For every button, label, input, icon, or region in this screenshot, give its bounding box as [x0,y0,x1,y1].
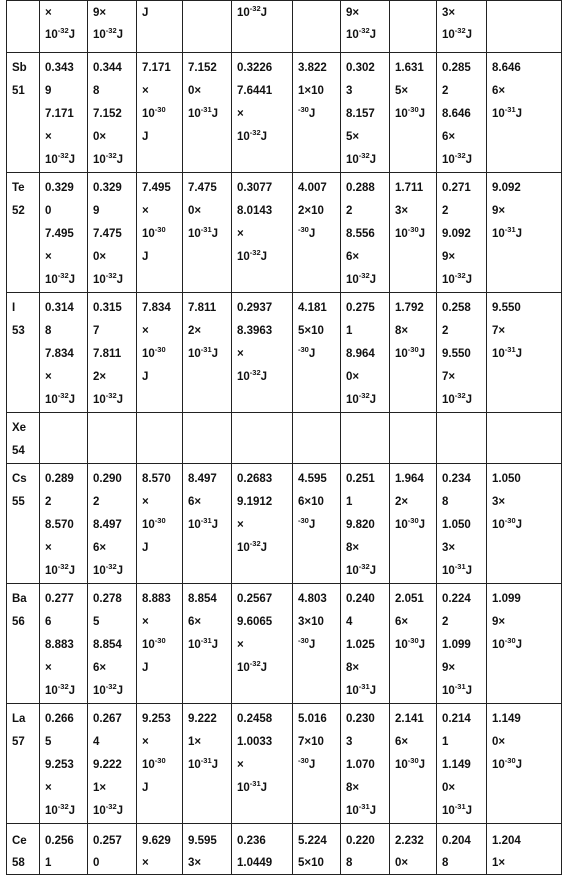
table-cell: 0.251 1 9.820 8× $10^{-32}J$ [341,464,390,584]
table-cell: 0.344 8 7.152 0× $10^{-32}J$ [88,53,137,173]
table-cell: 8.497 6× $10^{-31}J$ [183,464,232,584]
exponent: -32 [249,248,261,257]
exponent: -30 [504,756,516,765]
table-cell: 9.550 7× $10^{-31}J$ [487,293,562,413]
exponent: -30 [298,225,309,234]
table-cell: 0.266 5 9.253 × $10^{-32}J$ [40,704,88,824]
table-cell: 0.277 6 8.883 × $10^{-32}J$ [40,584,88,704]
exponent: -31 [200,345,212,354]
exponent: -32 [454,391,466,400]
table-cell: 4.181 5×10 $^{-30}$J [293,293,341,413]
exponent: -31 [504,225,516,234]
exponent: -32 [105,802,117,811]
table-cell [293,1,341,53]
exponent: -32 [57,562,69,571]
exponent: -31 [504,345,516,354]
table-cell: 0.234 8 1.050 3× $10^{-31}J$ [437,464,487,584]
exponent: -32 [57,802,69,811]
table-row [7,1,562,53]
table-cell: 9.222 1× $10^{-31}J$ [183,704,232,824]
table-cell: 0.2458 1.0033 × $10^{-31}J$ [232,704,293,824]
table-cell: 7.171 × $10^{-30}$ J [137,53,183,173]
table-cell: 8.570 × $10^{-30}$ J [137,464,183,584]
table-cell: 0.290 2 8.497 6× $10^{-32}J$ [88,464,137,584]
exponent: -32 [249,368,261,377]
table-cell [40,413,88,464]
exponent: -32 [249,539,261,548]
exponent: -30 [504,636,516,645]
table-cell: 0.289 2 8.570 × $10^{-32}J$ [40,464,88,584]
exponent: -32 [57,271,69,280]
table-cell [183,413,232,464]
table-row [7,53,562,173]
table-row [7,173,562,293]
exponent: -32 [358,562,370,571]
exponent: -30 [154,105,166,114]
exponent: -32 [57,391,69,400]
table-cell: 0.220 8 [341,824,390,875]
table-cell [137,413,183,464]
table-cell [390,413,437,464]
exponent: -32 [105,26,117,35]
table-cell [232,413,293,464]
table-cell [390,1,437,53]
data-table [6,0,562,875]
table-cell: 0.267 4 9.222 1× $10^{-32}J$ [88,704,137,824]
table-cell: 7.811 2× $10^{-31}J$ [183,293,232,413]
exponent: -30 [298,345,309,354]
table-cell: 0.271 2 9.092 9× $10^{-32}J$ [437,173,487,293]
exponent: -30 [298,756,309,765]
table-cell [183,1,232,53]
exponent: -32 [249,659,261,668]
exponent: -32 [249,128,261,137]
exponent: -31 [200,105,212,114]
table-cell: 7.495 × $10^{-30}$ J [137,173,183,293]
element-label-cell: Sb 51 [7,53,40,173]
table-cell: 9.253 × $10^{-30}$ J [137,704,183,824]
table-cell: J [137,1,183,53]
table-cell: 1.792 8× $10^{-30}J$ [390,293,437,413]
element-label-cell: Xe 54 [7,413,40,464]
table-cell: 0.240 4 1.025 8× $10^{-31}J$ [341,584,390,704]
exponent: -31 [358,682,370,691]
exponent: -30 [407,636,419,645]
exponent: -32 [358,151,370,160]
table-cell: 8.883 × $10^{-30}$ J [137,584,183,704]
table-cell: 3.822 1×10 $^{-30}$J [293,53,341,173]
exponent: -32 [249,4,261,13]
table-cell: 0.329 0 7.495 × $10^{-32}J$ [40,173,88,293]
exponent: -31 [200,516,212,525]
table-cell [88,413,137,464]
exponent: -31 [200,756,212,765]
table-cell: 9× $10^{-32}J$ [341,1,390,53]
element-label-cell: Cs 55 [7,464,40,584]
table-cell: 0.236 1.0449 [232,824,293,875]
exponent: -30 [407,225,419,234]
table-cell: 5.016 7×10 $^{-30}$J [293,704,341,824]
table-cell: 5.224 5×10 [293,824,341,875]
element-label-cell: Ba 56 [7,584,40,704]
table-row [7,704,562,824]
table-cell: 3× $10^{-32}J$ [437,1,487,53]
table-cell: 2.232 0× [390,824,437,875]
table-cell: 9.092 9× $10^{-31}J$ [487,173,562,293]
exponent: -32 [358,26,370,35]
table-cell: 0.258 2 9.550 7× $10^{-32}J$ [437,293,487,413]
table-cell [341,413,390,464]
table-cell: 1.711 3× $10^{-30}J$ [390,173,437,293]
table-cell: 0.3226 7.6441 × $10^{-32}J$ [232,53,293,173]
element-label-cell: I 53 [7,293,40,413]
table-cell: 0.302 3 8.157 5× $10^{-32}J$ [341,53,390,173]
table-cell: 0.278 5 8.854 6× $10^{-32}J$ [88,584,137,704]
table-cell: 0.204 8 [437,824,487,875]
exponent: -32 [57,26,69,35]
table-row [7,413,562,464]
table-cell: 4.595 6×10 $^{-30}$J [293,464,341,584]
exponent: -32 [105,271,117,280]
exponent: -30 [154,636,166,645]
table-cell: 9× $10^{-32}J$ [88,1,137,53]
table-cell: 9.595 3× [183,824,232,875]
exponent: -32 [454,271,466,280]
table-cell: 0.224 2 1.099 9× $10^{-31}J$ [437,584,487,704]
table-cell: 1.099 9× $10^{-30}J$ [487,584,562,704]
table-cell: 8.854 6× $10^{-31}J$ [183,584,232,704]
table-cell: 1.204 1× [487,824,562,875]
exponent: -31 [200,225,212,234]
exponent: -32 [105,682,117,691]
exponent: -30 [154,516,166,525]
table-row [7,824,562,875]
exponent: -32 [57,682,69,691]
table-cell [487,1,562,53]
exponent: -31 [200,636,212,645]
exponent: -31 [454,682,466,691]
table-row [7,464,562,584]
exponent: -30 [154,225,166,234]
table-cell: 0.275 1 8.964 0× $10^{-32}J$ [341,293,390,413]
table-cell: 8.646 6× $10^{-31}J$ [487,53,562,173]
exponent: -32 [454,26,466,35]
table-cell: 7.152 0× $10^{-31}J$ [183,53,232,173]
table-cell: 0.314 8 7.834 × $10^{-32}J$ [40,293,88,413]
table-cell: 0.288 2 8.556 6× $10^{-32}J$ [341,173,390,293]
table-cell: 1.149 0× $10^{-30}J$ [487,704,562,824]
table-cell: 0.315 7 7.811 2× $10^{-32}J$ [88,293,137,413]
table-cell: 9.629 × [137,824,183,875]
table-cell: 0.257 0 [88,824,137,875]
exponent: -31 [249,779,261,788]
table-cell: 0.285 2 8.646 6× $10^{-32}J$ [437,53,487,173]
table-cell: 0.2937 8.3963 × $10^{-32}J$ [232,293,293,413]
table-cell: 0.329 9 7.475 0× $10^{-32}J$ [88,173,137,293]
table-cell: 4.007 2×10 $^{-30}$J [293,173,341,293]
exponent: -31 [358,802,370,811]
exponent: -31 [454,802,466,811]
exponent: -30 [504,516,516,525]
table-cell: 0.3077 8.0143 × $10^{-32}J$ [232,173,293,293]
exponent: -31 [504,105,516,114]
table-cell: 0.214 1 1.149 0× $10^{-31}J$ [437,704,487,824]
exponent: -32 [358,391,370,400]
exponent: -30 [154,345,166,354]
table-cell: $10^{-32}J$ [232,1,293,53]
exponent: -32 [454,151,466,160]
table-cell: 0.343 9 7.171 × $10^{-32}J$ [40,53,88,173]
table-body [7,1,562,875]
table-cell: × $10^{-32}J$ [40,1,88,53]
element-label-cell [7,1,40,53]
table-cell: 0.230 3 1.070 8× $10^{-31}J$ [341,704,390,824]
table-cell [293,413,341,464]
table-cell: 1.964 2× $10^{-30}J$ [390,464,437,584]
exponent: -30 [298,636,309,645]
exponent: -30 [298,516,309,525]
table-cell: 0.256 1 [40,824,88,875]
exponent: -30 [298,105,309,114]
table-cell: 4.803 3×10 $^{-30}$J [293,584,341,704]
table-cell: 7.475 0× $10^{-31}J$ [183,173,232,293]
element-label-cell: Ce 58 [7,824,40,875]
exponent: -32 [105,391,117,400]
table-cell: 0.2683 9.1912 × $10^{-32}J$ [232,464,293,584]
table-cell: 0.2567 9.6065 × $10^{-32}J$ [232,584,293,704]
exponent: -32 [105,151,117,160]
element-label-cell: Te 52 [7,173,40,293]
table-cell [437,413,487,464]
table-row [7,584,562,704]
exponent: -30 [407,345,419,354]
exponent: -32 [57,151,69,160]
element-label-cell: La 57 [7,704,40,824]
exponent: -30 [154,756,166,765]
table-cell: 1.050 3× $10^{-30}J$ [487,464,562,584]
table-cell: 1.631 5× $10^{-30}J$ [390,53,437,173]
exponent: -30 [407,516,419,525]
table-cell [487,413,562,464]
exponent: -30 [407,756,419,765]
exponent: -31 [454,562,466,571]
exponent: -32 [358,271,370,280]
table-cell: 7.834 × $10^{-30}$ J [137,293,183,413]
exponent: -30 [407,105,419,114]
table-cell: 2.051 6× $10^{-30}J$ [390,584,437,704]
exponent: -32 [105,562,117,571]
table-row [7,293,562,413]
table-cell: 2.141 6× $10^{-30}J$ [390,704,437,824]
